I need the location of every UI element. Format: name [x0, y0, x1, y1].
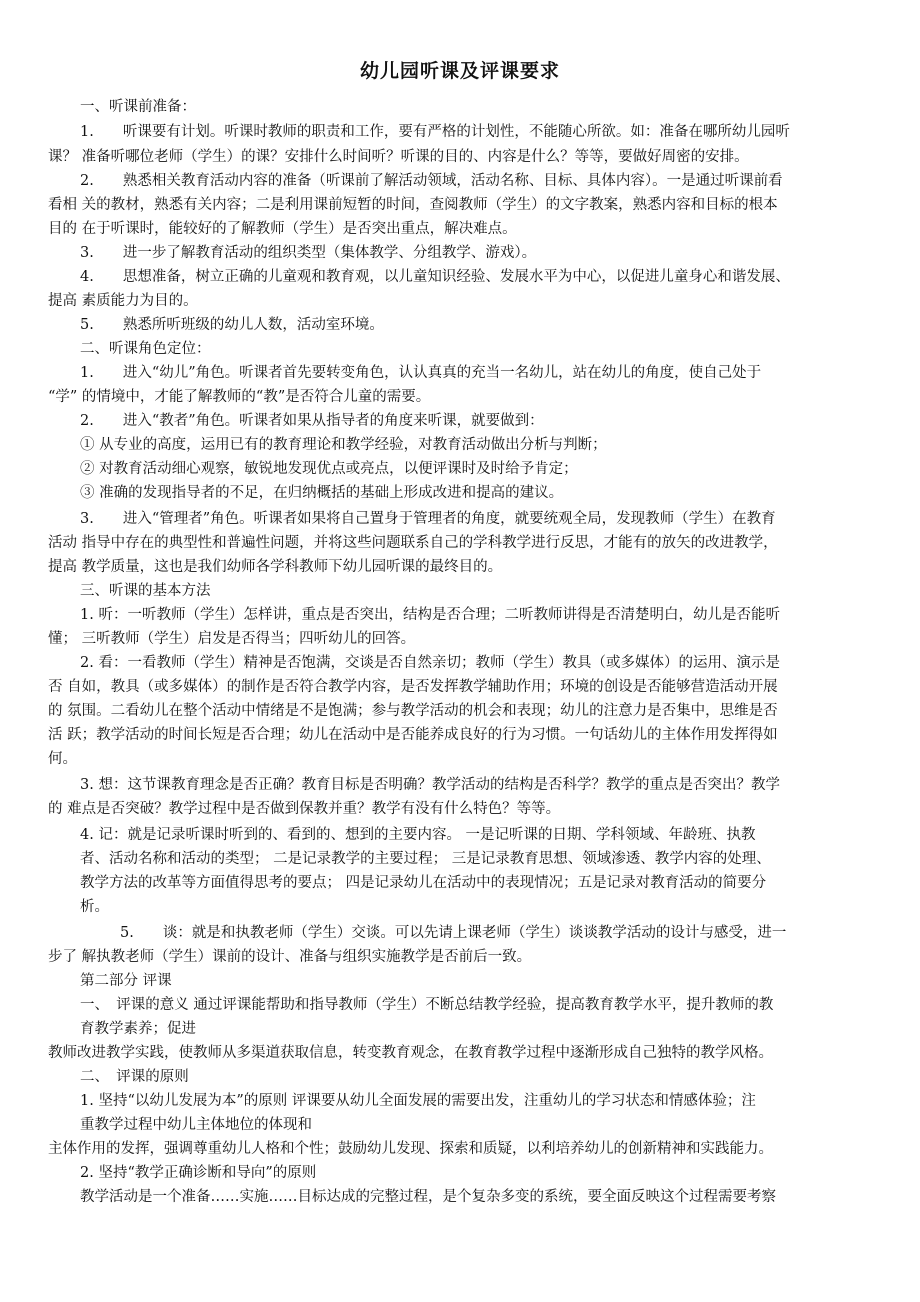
- paragraph-line: 2. 坚持“教学正确诊断和导向”的原则: [80, 1165, 317, 1181]
- paragraph-line: 活动 指导中存在的典型性和普遍性问题，并将这些问题联系自己的学科教学进行反思，才能有的放矢的改进教学，: [48, 535, 778, 551]
- paragraph-line: 者、活动名称和活动的类型； 二是记录教学的主要过程； 三是记录教育思想、领域渗透、教学内容的处理、: [80, 851, 771, 867]
- paragraph-line: 育教学素养；促进: [80, 1021, 196, 1037]
- section-heading-2: 二、听课角色定位：: [80, 341, 211, 357]
- paragraph-line: 3. 想：这节课教育理念是否正确？教育目标是否明确？教学活动的结构是否科学？教学的重点是否突出？教学: [80, 777, 780, 793]
- paragraph-line: 一、 评课的意义 通过评课能帮助和指导教师（学生）不断总结教学经验，提高教育教学水平，提升教师的教: [80, 997, 774, 1013]
- paragraph-line: 步了 解执教老师（学生）课前的设计、准备与组织实施教学是否前后一致。: [48, 949, 532, 965]
- paragraph-line: 教师改进教学实践，使教师从多渠道获取信息，转变教育观念，在教育教学过程中逐渐形成自己独特的教学风格。: [48, 1045, 773, 1061]
- paragraph-line: 4. 思想准备，树立正确的儿童观和教育观，以儿童知识经验、发展水平为中心，以促进儿童身心和谐发展、: [80, 269, 790, 285]
- paragraph-line: 重教学过程中幼儿主体地位的体现和: [80, 1117, 312, 1133]
- paragraph-line: 课？ 准备听哪位老师（学生）的课？安排什么时间听？听课的目的、内容是什么？等等，要做好周密的安排。: [48, 149, 749, 165]
- paragraph-line: “学” 的情境中，才能了解教师的“教”是否符合儿童的需要。: [48, 389, 431, 405]
- page-title: 幼儿园听课及评课要求: [359, 60, 560, 82]
- paragraph-line: 教学活动是一个准备……实施……目标达成的完整过程，是个复杂多变的系统，要全面反映这个过程需要考察: [80, 1189, 776, 1205]
- section-heading-3: 三、听课的基本方法: [80, 583, 211, 599]
- list-item: ① 从专业的高度，运用已有的教育理论和教学经验，对教育活动做出分析与判断；: [80, 437, 607, 453]
- paragraph-line: 的 氛围。二看幼儿在整个活动中情绪是不是饱满；参与教学活动的机会和表现；幼儿的注意力是否集中，思维是否: [48, 703, 778, 719]
- part-heading: 第二部分 评课: [80, 973, 172, 989]
- paragraph-line: 3. 进入“管理者”角色。听课者如果将自己置身于管理者的角度，就要统观全局，发现教师（学生）在教育: [80, 511, 776, 527]
- paragraph-line: 5. 谈：就是和执教老师（学生）交谈。可以先请上课老师（学生）谈谈教学活动的设计与感受，进一: [120, 925, 787, 941]
- paragraph-line: 懂； 三听教师（学生）启发是否得当；四听幼儿的回答。: [48, 631, 416, 647]
- paragraph-line: 活 跃；教学活动的时间长短是否合理；幼儿在活动中是否能养成良好的行为习惯。一句话幼儿的主体作用发挥得如: [48, 727, 778, 743]
- paragraph-line: 提高 教学质量，这也是我们幼师各学科教师下幼儿园听课的最终目的。: [48, 559, 503, 575]
- paragraph-line: 主体作用的发挥，强调尊重幼儿人格和个性；鼓励幼儿发现、探索和质疑，以利培养幼儿的创新精神和实践能力。: [48, 1141, 773, 1157]
- paragraph-line: 1. 听：一听教师（学生）怎样讲，重点是否突出，结构是否合理；二听教师讲得是否清楚明白，幼儿是否能听: [80, 607, 780, 623]
- paragraph-line: 析。: [80, 899, 109, 915]
- paragraph-line: 2. 熟悉相关教育活动内容的准备（听课前了解活动领域，活动名称、目标、具体内容）。一是通过听课前看: [80, 173, 783, 189]
- paragraph-line: 目的 在于听课时，能较好的了解教师（学生）是否突出重点，解决难点。: [48, 221, 517, 237]
- paragraph-line: 1. 进入“幼儿”角色。听课者首先要转变角色，认认真真的充当一名幼儿，站在幼儿的角度，使自己处于: [80, 365, 762, 381]
- paragraph-line: 看相 关的教材，熟悉有关内容；二是利用课前短暂的时间，查阅教师（学生）的文字教案，熟悉内容和目标的根本: [48, 197, 778, 213]
- paragraph-line: 教学方法的改革等方面值得思考的要点； 四是记录幼儿在活动中的表现情况；五是记录对教育活动的简要分: [80, 875, 767, 891]
- paragraph-line: 1. 听课要有计划。听课时教师的职责和工作，要有严格的计划性，不能随心所欲。如：准备在哪所幼儿园听: [80, 124, 790, 140]
- paragraph-line: 否 自如，教具（或多媒体）的制作是否符合教学内容，是否发挥教学辅助作用；环境的创设是否能够营造活动开展: [48, 679, 778, 695]
- paragraph-line: 提高 素质能力为目的。: [48, 293, 198, 309]
- list-item: ② 对教育活动细心观察，敏锐地发现优点或亮点，以便评课时及时给予肯定；: [80, 461, 578, 477]
- paragraph-line: 4. 记：就是记录听课时听到的、看到的、想到的主要内容。 一是记听课的日期、学科领域、年龄班、执教: [80, 827, 756, 843]
- paragraph-line: 3. 进一步了解教育活动的组织类型（集体教学、分组教学、游戏）。: [80, 245, 537, 261]
- paragraph-line: 的 难点是否突破？教学过程中是否做到保教并重？教学有没有什么特色？等等。: [48, 801, 561, 817]
- paragraph-line: 2. 看：一看教师（学生）精神是否饱满，交谈是否自然亲切；教师（学生）教具（或多媒体）的运用、演示是: [80, 655, 780, 671]
- paragraph-line: 1. 坚持“以幼儿发展为本”的原则 评课要从幼儿全面发展的需要出发，注重幼儿的学习状态和情感体验；注: [80, 1093, 756, 1109]
- section-heading-1: 一、听课前准备：: [80, 99, 196, 115]
- section-heading: 二、 评课的原则: [80, 1069, 189, 1085]
- paragraph-line: 5. 熟悉所听班级的幼儿人数，活动室环境。: [80, 317, 384, 333]
- list-item: ③ 准确的发现指导者的不足，在归纳概括的基础上形成改进和提高的建议。: [80, 485, 564, 501]
- paragraph-line: 2. 进入“教者”角色。听课者如果从指导者的角度来听课，就要做到：: [80, 413, 544, 429]
- paragraph-line: 何。: [48, 751, 77, 767]
